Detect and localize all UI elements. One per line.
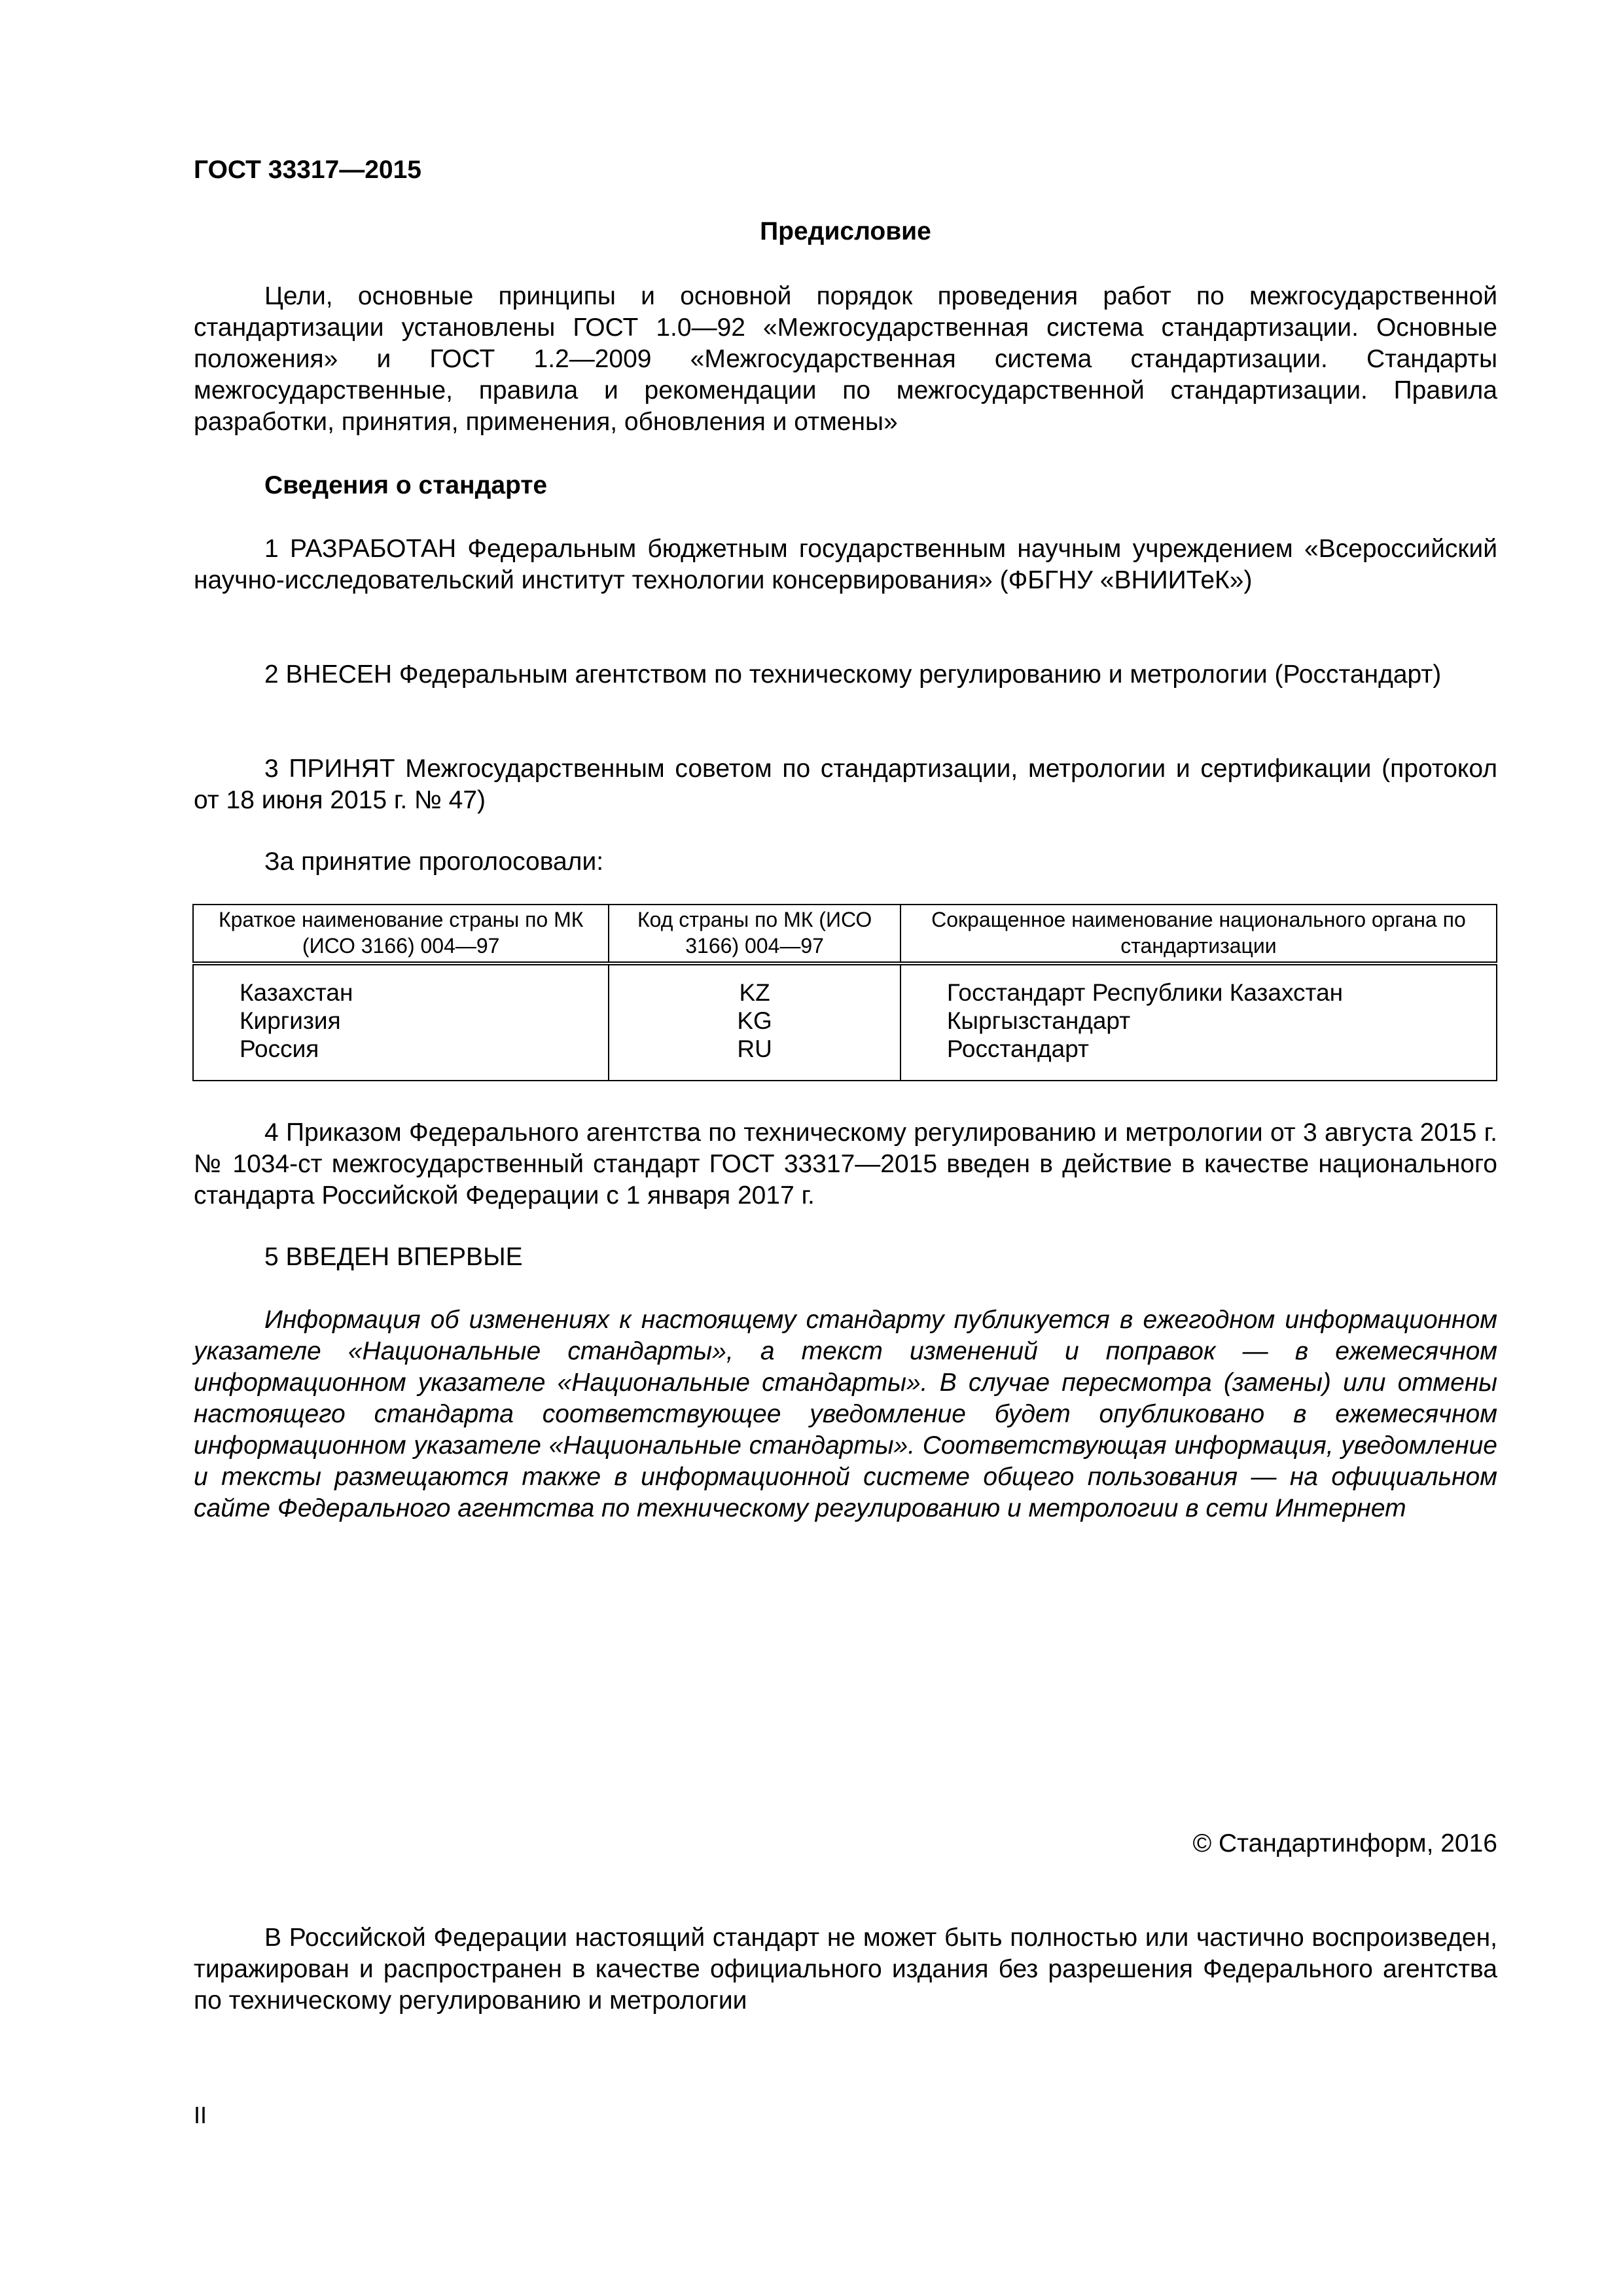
national-body: Кыргызстандарт (946, 1007, 1131, 1034)
item-2-introduced: 2 ВНЕСЕН Федеральным агентством по техническому регулированию и метрологии (Росстандарт) (264, 660, 1442, 689)
country-codes-cell (609, 963, 900, 1081)
intro-paragraph: Цели, основные принципы и основной порядок проведения работ по межгосударственной стандартизации установлены ГОСТ 1.0—92 «Межгосударственная система стандартизации. Основные положения» и ГОСТ 1.2—2009 «Межгосударственная система стандартизации. Стандарты межгосударственные, правила и рекомендации по межгосударственной стандартизации. Правила разработки, принятия, применения, обновления и отмены» (194, 282, 1497, 436)
header-country-code: Код страны по МК (ИСО 3166) 004—97 (609, 905, 900, 963)
changes-notice-italic: Информация об изменениях к настоящему стандарту публикуется в ежегодном информационном указателе «Национальные стандарты», а текст изменений и поправок — в ежемесячном информационном указателе «Национальные стандарты». В случае пересмотра (замены) или отмены настоящего стандарта соответствующее уведомление будет опубликовано в ежемесячном информационном указателе «Национальные стандарты». Соответствующая информация, уведомление и тексты размещаются также в информационной системе общего пользования — на официальном сайте Федерального агентства по техническому регулированию и метрологии в сети Интернет (194, 1306, 1497, 1522)
page-number: II (194, 2102, 207, 2128)
section-title-foreword: Предисловие (760, 217, 931, 245)
country-code: KZ (739, 979, 770, 1006)
copyright-line: © Стандартинформ, 2016 (1192, 1829, 1497, 1857)
country-name: Россия (240, 1035, 319, 1062)
item-5-first-introduced: 5 ВВЕДЕН ВПЕРВЫЕ (264, 1243, 523, 1271)
standard-code-header: ГОСТ 33317—2015 (194, 156, 421, 184)
country-name: Казахстан (240, 979, 353, 1006)
table-row (193, 963, 1497, 1081)
country-code: RU (737, 1035, 772, 1062)
country-code: KG (737, 1007, 772, 1034)
country-names-cell (193, 963, 609, 1081)
item-3-adopted: 3 ПРИНЯТ Межгосударственным советом по стандартизации, метрологии и сертификации (протокол от 18 июня 2015 г. № 47) (194, 755, 1497, 814)
country-name: Киргизия (240, 1007, 341, 1034)
voting-table (192, 904, 1497, 1081)
national-bodies-cell (901, 963, 1497, 1081)
reproduction-notice: В Российской Федерации настоящий стандарт не может быть полностью или частично воспроизведен, тиражирован и распространен в качестве официального издания без разрешения Федерального агентства по техническому регулированию и метрологии (194, 1924, 1497, 2015)
national-body: Росстандарт (946, 1035, 1089, 1062)
header-national-body: Сокращенное наименование национального органа по стандартизации (901, 905, 1497, 963)
voted-label: За принятие проголосовали: (264, 848, 604, 876)
table-header-row (193, 905, 1497, 963)
national-body: Госстандарт Республики Казахстан (946, 979, 1344, 1006)
header-country-name: Краткое наименование страны по МК (ИСО 3166) 004—97 (193, 905, 609, 963)
info-heading: Сведения о стандарте (264, 471, 548, 499)
item-1-developed: 1 РАЗРАБОТАН Федеральным бюджетным государственным научным учреждением «Всероссийский научно-исследовательский институт технологии консервирования» (ФБГНУ «ВНИИТеК») (194, 535, 1497, 594)
item-4-order: 4 Приказом Федерального агентства по техническому регулированию и метрологии от 3 августа 2015 г. № 1034-ст межгосударственный стандарт ГОСТ 33317—2015 введен в действие в качестве национального стандарта Российской Федерации с 1 января 2017 г. (194, 1119, 1497, 1210)
